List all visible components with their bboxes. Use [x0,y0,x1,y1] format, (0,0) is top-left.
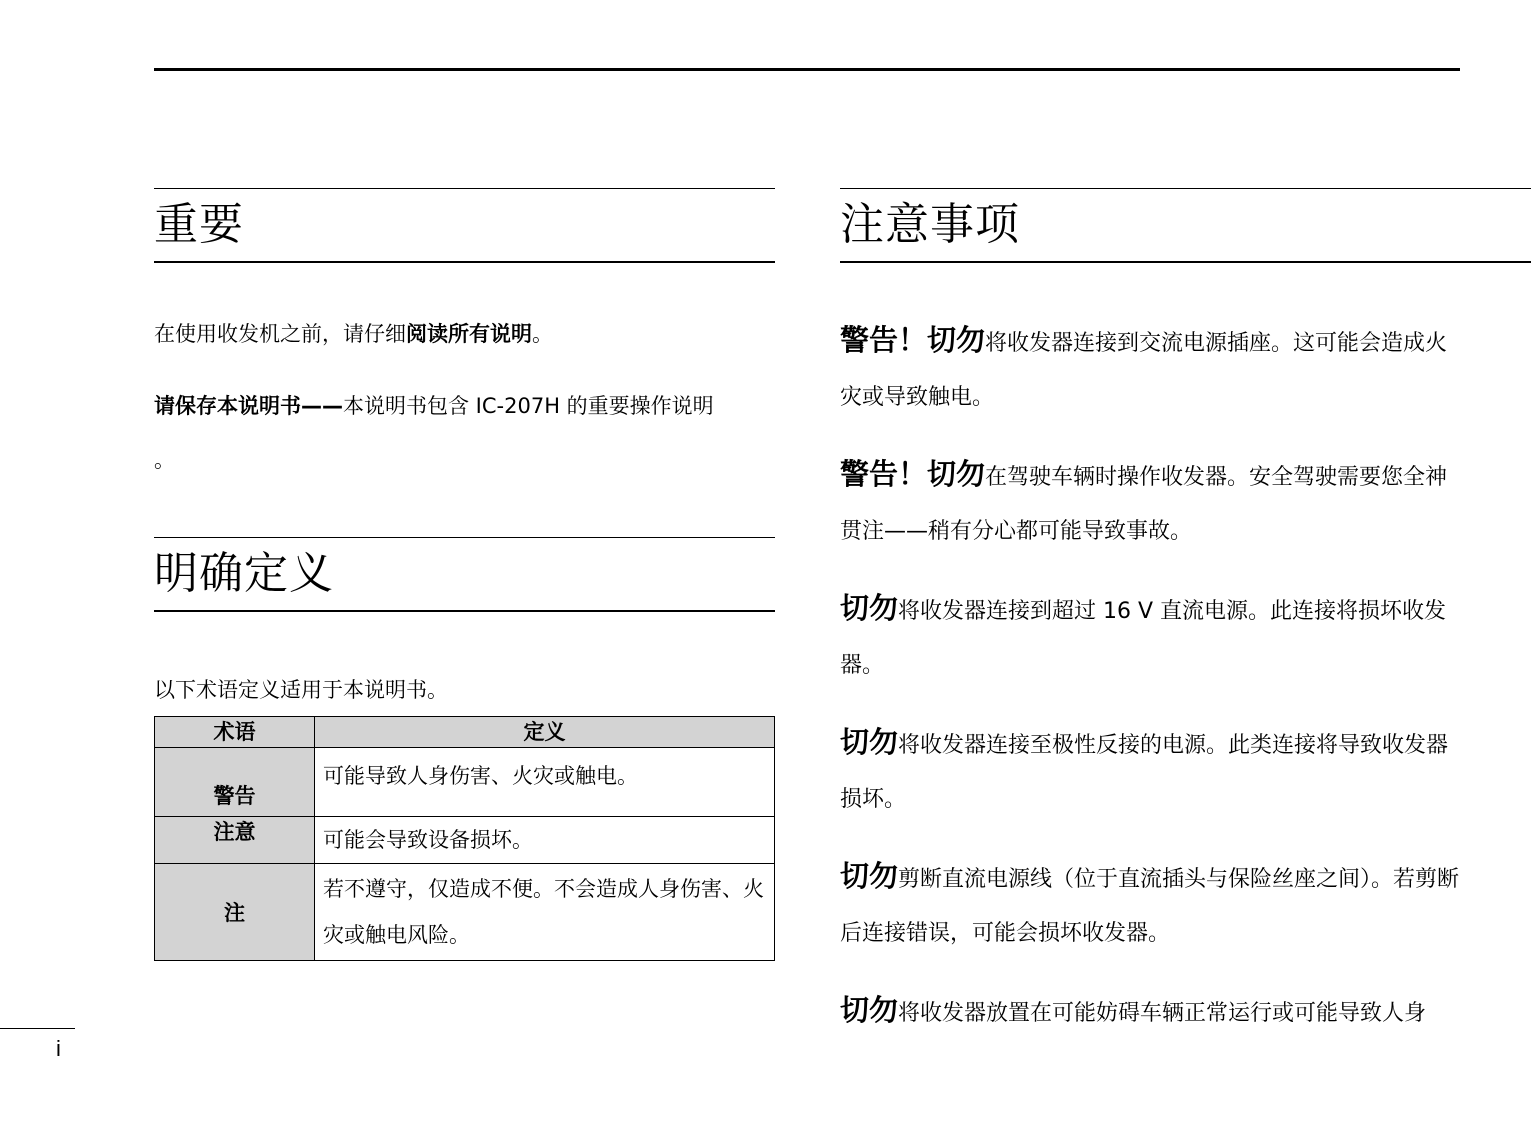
precaution-item [840,313,1460,425]
term-note: 注 [155,864,315,961]
precaution-text: 将收发器放置在可能妨碍车辆正常运行或可能导致人身 [898,1001,1427,1026]
important-p1-normal: 在使用收发机之前，请仔细 [154,322,406,346]
precaution-item [840,581,1460,693]
definition-warning: 可能导致人身伤害、火灾或触电。 [315,748,775,817]
precaution-text: 将收发器连接至极性反接的电源。此类连接将导致收发器损坏。 [840,733,1449,812]
precaution-lead: 切勿 [840,725,899,759]
definitions-title: 明确定义 [154,548,334,599]
important-p2-normal: 本说明书包含 IC-207H 的重要操作说明 [343,394,714,418]
term-caution: 注意 [155,817,315,864]
precaution-lead: 切勿 [840,993,899,1027]
important-p1-bold: 阅读所有说明 [406,322,532,346]
precaution-text: 在驾驶车辆时操作收发器。安全驾驶需要您全神贯注——稍有分心都可能导致事故。 [840,465,1448,544]
table-header-row [155,717,775,748]
page-number: i [56,1036,61,1061]
important-paragraph-1 [154,307,775,361]
term-warning: 警告 [155,748,315,817]
table-header-term: 术语 [155,717,315,748]
precaution-lead: 切勿 [840,859,899,893]
precaution-text: 将收发器连接到交流电源插座。这可能会造成火灾或导致触电。 [840,331,1448,410]
definitions-table [154,716,775,961]
important-title: 重要 [154,199,244,250]
precaution-item [840,715,1460,827]
precaution-lead: 切勿 [840,591,899,625]
precautions-heading-block [840,188,1531,263]
table-header-definition: 定义 [315,717,775,748]
important-heading-block [154,188,775,263]
important-paragraph-2 [154,379,775,487]
table-row [155,817,775,864]
important-p2-bold: 请保存本说明书—— [154,394,343,418]
definition-note: 若不遵守，仅造成不便。不会造成人身伤害、火灾或触电风险。 [315,864,775,961]
precaution-text: 将收发器连接到超过 16 V 直流电源。此连接将损坏收发器。 [840,599,1447,678]
precaution-text: 剪断直流电源线（位于直流插头与保险丝座之间）。若剪断后连接错误，可能会损坏收发器。 [840,867,1460,946]
precaution-lead: 警告！切勿 [840,457,986,491]
top-rule [154,68,1460,71]
important-p1-end: 。 [532,322,553,346]
precautions-title: 注意事项 [840,199,1020,250]
definitions-intro: 以下术语定义适用于本说明书。 [154,678,448,702]
definition-caution: 可能会导致设备损坏。 [315,817,775,864]
definitions-heading-block [154,537,775,612]
page-footer-rule [0,1028,75,1029]
table-row [155,864,775,961]
important-p2-end: 。 [154,448,175,472]
table-row [155,748,775,817]
left-column [154,188,775,961]
precaution-lead: 警告！切勿 [840,323,986,357]
precaution-item [840,849,1460,961]
precaution-item [840,983,1460,1041]
right-column [840,188,1531,1041]
precaution-item [840,447,1460,559]
